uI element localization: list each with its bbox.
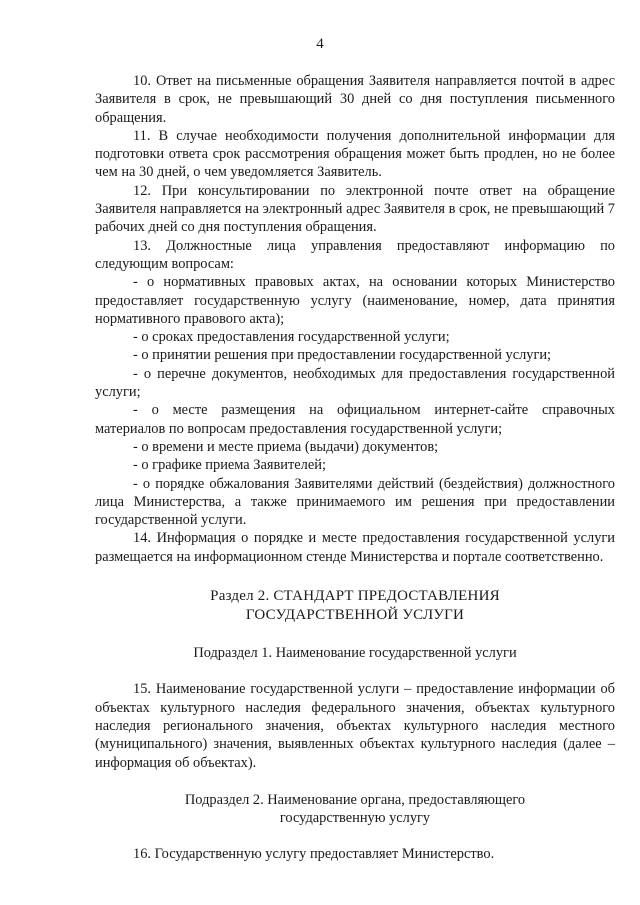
list-item: - о принятии решения при предоставлении государственной услуги;: [133, 347, 552, 364]
paragraph-10: 10. Ответ на письменные обращения Заявителя направляется почтой в адрес Заявителя в срок, не превышающий 30 дней со дня поступления письменного обращения.: [95, 73, 615, 126]
subsection-2-line-1: Подраздел 2. Наименование органа, предоставляющего: [184, 791, 526, 808]
document-body: [95, 72, 615, 864]
subsection-1-title: [95, 644, 615, 662]
list-item: - о графике приема Заявителей;: [133, 457, 326, 474]
paragraph-15: 15. Наименование государственной услуги – предоставление информации об объектах культурного наследия федерального значения, объектах культурного наследия регионального значения, объектах культурного наследия местного (муниципального) значения, выявленных объектах культурного наследия (далее – информация об объектах).: [95, 681, 615, 771]
section-title-line-2: ГОСУДАРСТВЕННОЙ УСЛУГИ: [245, 607, 465, 624]
section-title: [95, 587, 615, 625]
list-item: - о сроках предоставления государственной услуги;: [133, 329, 450, 346]
list-item: - о месте размещения на официальном интернет-сайте справочных материалов по вопросам предоставления государственной услуги;: [95, 402, 615, 437]
subsection-1-text: Подраздел 1. Наименование государственной услуги: [193, 645, 517, 662]
list-item: - о нормативных правовых актах, на основании которых Министерство предоставляет государственную услугу (наименование, номер, дата принятия нормативного правового акта);: [95, 274, 615, 327]
paragraph-13: 13. Должностные лица управления предоставляют информацию по следующим вопросам:: [95, 237, 615, 272]
list-item: - о порядке обжалования Заявителями действий (бездействия) должностного лица Министерства, а также принимаемого им решения при предоставлении государственной услуги.: [95, 475, 615, 529]
list-item: - о перечне документов, необходимых для предоставления государственной услуги;: [95, 365, 615, 401]
subsection-2-line-2: государственную услугу: [279, 810, 431, 827]
section-title-line-1: Раздел 2. СТАНДАРТ ПРЕДОСТАВЛЕНИЯ: [210, 588, 500, 605]
paragraph-11: 11. В случае необходимости получения дополнительной информации для подготовки ответа срок рассмотрения обращения может быть продлен, но не более чем на 30 дней, о чем уведомляется Заявитель.: [95, 127, 615, 181]
subsection-2-title: [95, 791, 615, 828]
page-number: 4: [316, 36, 324, 52]
paragraph-14: 14. Информация о порядке и месте предоставления государственной услуги размещается на информационном стенде Министерства и портале соответственно.: [95, 530, 615, 565]
paragraph-16: 16. Государственную услугу предоставляет Министерство.: [133, 846, 495, 863]
paragraph-12: 12. При консультировании по электронной почте ответ на обращение Заявителя направляется на электронный адрес Заявителя в срок, не превышающий 7 рабочих дней со дня поступления обращения.: [95, 182, 615, 236]
list-item: - о времени и месте приема (выдачи) документов;: [133, 438, 439, 455]
